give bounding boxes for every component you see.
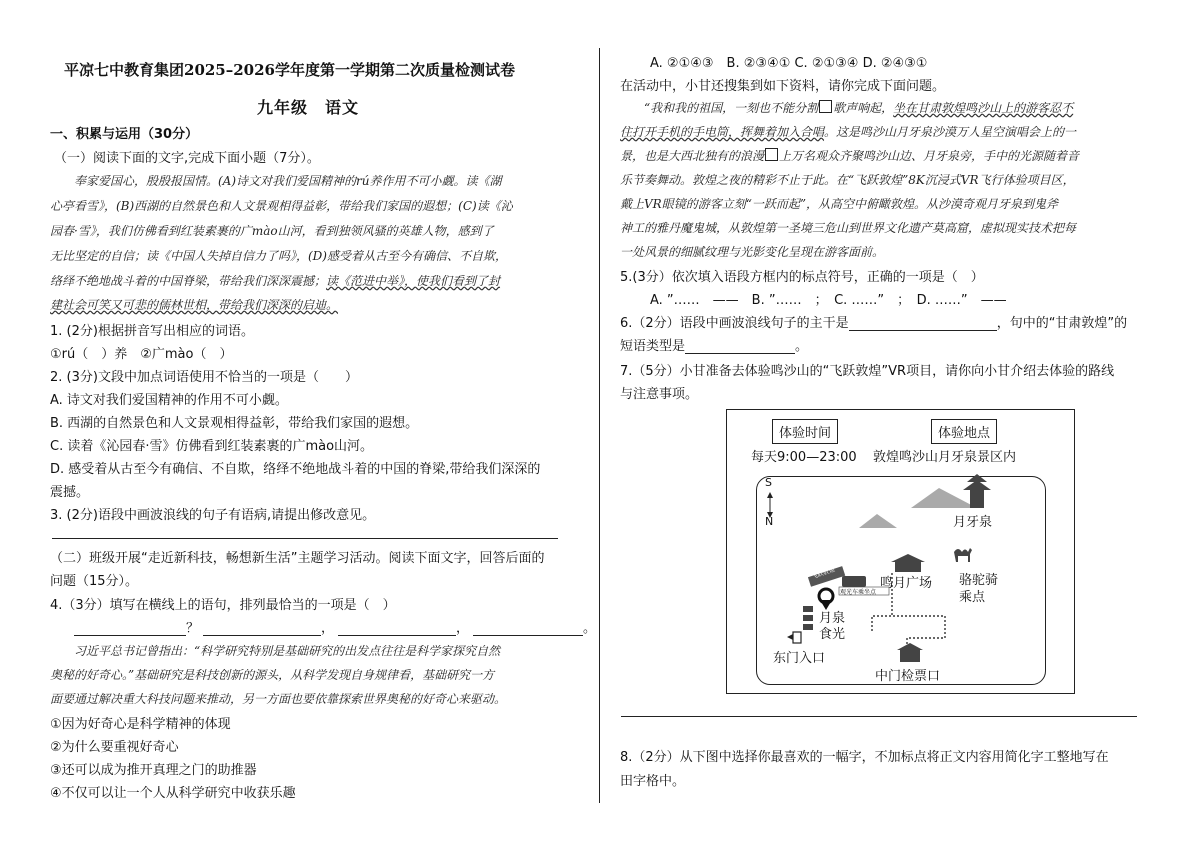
r-passage-1-text: “我和我的祖国，一刻也不能分割 — [620, 101, 819, 115]
r-passage-1 — [620, 99, 1073, 116]
wavy-sentence-part1: 读《范进中举》，使我们看到了封 — [326, 274, 501, 288]
square-building-icon — [891, 554, 925, 572]
part2-intro-2: 问题（15分）。 — [50, 574, 139, 589]
r-passage-7: 一处风景的细腻纹理与光影变化呈现在游客面前。 — [620, 245, 885, 259]
q4-blank-4[interactable] — [473, 635, 583, 636]
q6-text-a: 6.（2分）语段中画波浪线句子的主干是 — [620, 316, 849, 331]
label-camel: 骆驼骑 — [959, 573, 999, 588]
restaurant-icon — [803, 606, 813, 630]
question-8-cont: 田字格中。 — [620, 774, 686, 789]
label-moon-light-2: 食光 — [819, 627, 846, 642]
q4-mark-4: 。 — [583, 621, 597, 636]
q6-blank-1[interactable] — [849, 330, 997, 331]
q4-item-2: ②为什么要重视好奇心 — [50, 740, 179, 755]
label-crescent-spring: 月牙泉 — [953, 515, 993, 530]
dune-icon-2 — [911, 488, 977, 508]
q4-passage-1: 习近平总书记曾指出：“科学研究特别是基础研究的出发点往往是科学家探究自然 — [50, 644, 501, 658]
passage-line-1: 奉家爱国心，殷殷报国情。(A)诗文对我们爱国精神的rú养作用不可小觑。读《湖 — [50, 174, 502, 188]
passage-line-4: 无比坚定的自信；读《中国人失掉自信力了吗》，(D)感受着从古至今有确信、不自欺， — [50, 249, 507, 263]
column-divider — [599, 48, 600, 803]
punct-box-1[interactable] — [819, 100, 832, 113]
compass-s: S — [765, 476, 772, 489]
q4-blank-2[interactable] — [203, 635, 321, 636]
q4-item-3: ③还可以成为推开真理之门的助推器 — [50, 763, 257, 778]
r-passage-2-text: 。这是鸣沙山月牙泉沙漠万人星空演唱会上的一 — [824, 125, 1077, 139]
question-7: 7.（5分）小甘准备去体验鸣沙山的“飞跃敦煌”VR项目，请你向小甘介绍去体验的路线 — [620, 364, 1115, 379]
section-heading: 一、积累与运用（30分） — [50, 127, 199, 142]
q4-passage-3: 面要通过解决重大科技问题来推动，另一方面也要依靠探索世界奥秘的好奇心来驱动。 — [50, 692, 507, 706]
bus-icon — [842, 576, 866, 587]
time-value: 每天9:00—23:00 — [751, 450, 857, 465]
r-passage-3 — [620, 147, 1079, 164]
label-camel-2: 乘点 — [959, 590, 986, 605]
r-wavy-1: 坐在甘肃敦煌鸣沙山上的游客忍不 — [893, 101, 1074, 115]
right-intro: 在活动中，小甘还搜集到如下资料，请你完成下面问题。 — [620, 79, 946, 94]
question-7-cont: 与注意事项。 — [620, 387, 699, 402]
q4-blank-1[interactable] — [74, 635, 186, 636]
q4-item-1: ①因为好奇心是科学精神的体现 — [50, 717, 231, 732]
q4-passage-2: 奥秘的好奇心。”基础研究是科技创新的源头，从科学发现自身规律看，基础研究一方 — [50, 668, 495, 682]
q6-text-b: ，句中的“甘肃敦煌”的 — [996, 316, 1128, 331]
wavy-sentence-part2: 建社会可笑又可悲的儒林世相，带给我们深深的启迪。 — [50, 298, 339, 312]
time-label: 体验时间 — [772, 419, 838, 444]
exam-subtitle: 九年级 语文 — [257, 98, 360, 117]
q2-option-a: A. 诗文对我们爱国精神的作用不可小觑。 — [50, 393, 288, 408]
compass-arrow-up — [767, 492, 773, 498]
camel-icon — [954, 548, 972, 562]
q6-text-c: 短语类型是 — [620, 339, 686, 354]
place-label: 体验地点 — [931, 419, 997, 444]
q4-options: A. ②①④③ B. ②③④① C. ②①③④ D. ②④③① — [650, 56, 928, 71]
q4-blanks — [74, 617, 596, 636]
passage-line-2: 心亭看雪》，(B)西湖的自然景色和人文景观相得益彰，带给我们家国的遐想；(C)读《沁 — [50, 199, 513, 213]
q4-mark-3: ， — [456, 621, 470, 636]
q5-options: A. ”…… —— B. ”…… ； C. ……” ； D. ……” —— — [650, 293, 1007, 308]
answer-line-q3 — [52, 538, 558, 539]
passage-line-3: 园春·雪》，我们仿佛看到红装素裹的广mào山河，看到独领风骚的英雄人物，感到了 — [50, 224, 494, 238]
r-passage-6: 神工的雅丹魔鬼城，从敦煌第一圣境三危山到世界文化遗产莫高窟，虚拟现实技术把每 — [620, 221, 1077, 235]
q6-text-d: 。 — [795, 339, 809, 354]
r-passage-1-text2: 歌声响起， — [833, 101, 894, 115]
east-gate-icon — [787, 632, 801, 643]
scenic-map — [726, 409, 1075, 694]
question-3: 3. (2分)语段中画波浪线的句子有语病,请提出修改意见。 — [50, 508, 376, 523]
q4-item-4: ④不仅可以让一个人从科学研究中收获乐趣 — [50, 786, 296, 801]
answer-line-q7 — [621, 716, 1137, 717]
question-6 — [620, 312, 1127, 331]
question-8: 8.（2分）从下图中选择你最喜欢的一幅字，不加标点将正文内容用简化字工整地写在 — [620, 750, 1109, 765]
dune-icon-1 — [859, 514, 897, 528]
question-5: 5.(3分）依次填入语段方框内的标点符号，正确的一项是（ ） — [620, 270, 984, 285]
r-passage-2 — [620, 123, 1076, 140]
question-6-cont — [620, 335, 808, 354]
label-square: 鸣月广场 — [880, 576, 933, 591]
q2-option-d: D. 感受着从古至今有确信、不自欺，络绎不绝地战斗着的中国的脊梁,带给我们深深的 — [50, 462, 541, 477]
exam-title: 平凉七中教育集团2025–2026学年度第一学期第二次质量检测试卷 — [64, 61, 515, 79]
question-1: 1. (2分)根据拼音写出相应的词语。 — [50, 324, 254, 339]
question-2: 2. (3分)文段中加点词语使用不恰当的一项是（ ） — [50, 370, 358, 385]
label-middle-gate: 中门检票口 — [875, 669, 941, 684]
passage-line-5 — [50, 272, 500, 289]
passage-line-5-text: 络绎不绝地战斗着的中国脊梁，带给我们深深震撼； — [50, 274, 327, 288]
label-shuttle: 观光车乘坐点 — [840, 589, 877, 596]
label-moon-light-1: 月泉 — [819, 611, 846, 626]
r-passage-3-text: 景，也是大西北独有的浪漫 — [620, 149, 765, 163]
q2-option-d-cont: 震撼。 — [50, 485, 90, 500]
q6-blank-2[interactable] — [685, 353, 795, 354]
part1-intro: （一）阅读下面的文字,完成下面小题（7分）。 — [54, 151, 320, 166]
question-4: 4.（3分）填写在横线上的语句，排列最恰当的一项是（ ） — [50, 598, 396, 613]
question-1-line: ①rú（ ）养 ②广mào（ ） — [50, 347, 233, 362]
punct-box-2[interactable] — [765, 148, 778, 161]
place-value: 敦煌鸣沙山月牙泉景区内 — [873, 450, 1017, 465]
r-passage-3-text2: 上万名观众齐聚鸣沙山边、月牙泉旁，手中的光源随着音 — [779, 149, 1080, 163]
r-wavy-2: 住打开手机的手电筒，挥舞着加入合唱 — [620, 125, 825, 139]
r-passage-5: 戴上VR眼镜的游客立刻“一跃而起”，从高空中俯瞰敦煌。从沙漠奇观月牙泉到鬼斧 — [620, 197, 1058, 211]
part2-intro-1: （二）班级开展“走近新科技，畅想新生活”主题学习活动。阅读下面文字，回答后面的 — [50, 551, 545, 566]
r-passage-4: 乐节奏舞动。敦煌之夜的精彩不止于此。在“飞跃敦煌”8K沉浸式VR飞行体验项目区， — [620, 173, 1075, 187]
middle-gate-icon — [897, 643, 923, 662]
label-vr-sign: 飞跃敦煌 — [810, 566, 836, 581]
label-east-gate: 东门入口 — [773, 651, 826, 666]
q4-mark-2: ， — [321, 621, 335, 636]
q2-option-b: B. 西湖的自然景色和人文景观相得益彰，带给我们家国的遐想。 — [50, 416, 419, 431]
q4-blank-3[interactable] — [338, 635, 456, 636]
q4-mark-1: ？ — [186, 621, 200, 636]
q2-option-c: C. 读着《沁园春·雪》仿佛看到红装素裹的广mào山河。 — [50, 439, 374, 454]
compass-n: N — [765, 515, 774, 528]
